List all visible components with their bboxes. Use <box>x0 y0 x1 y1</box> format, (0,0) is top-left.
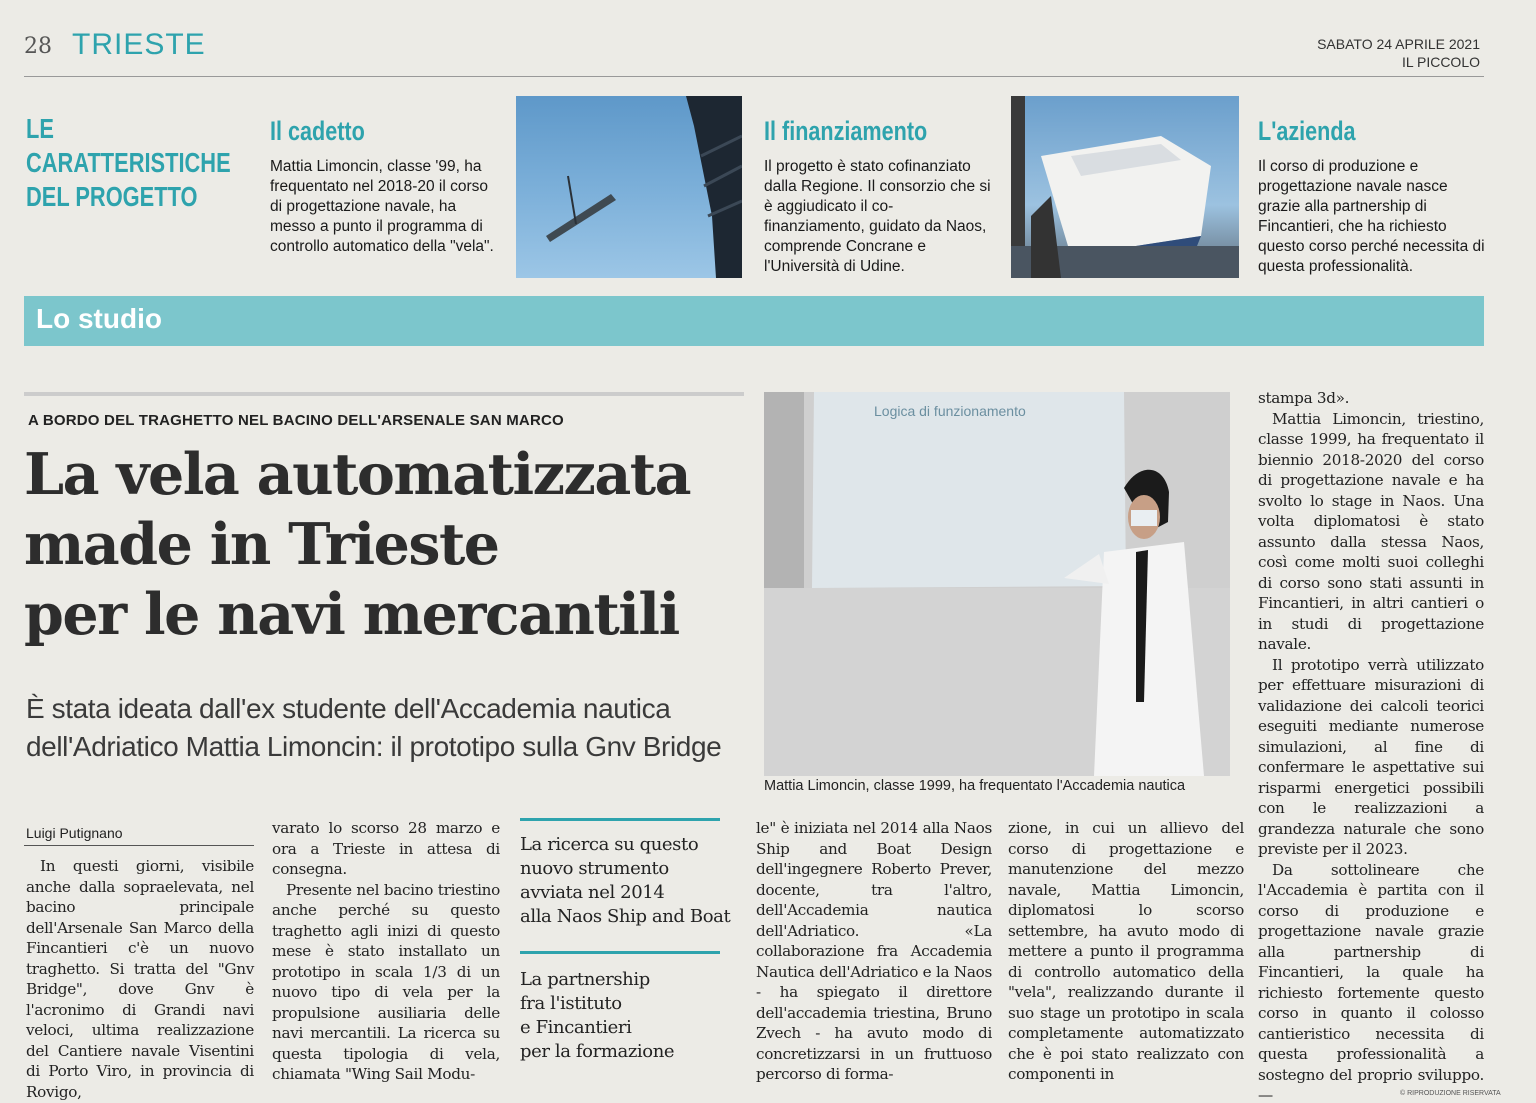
article-column-1 <box>26 856 254 1102</box>
byline-rule <box>24 845 254 846</box>
pull-quote-rule <box>520 818 720 821</box>
paragraph: In questi giorni, visibile anche dalla sopraelevata, nel bacino principale dell'Arsenale San Marco della Fincantieri c'è un nuovo traghetto. Si tratta del "Gnv Bridge", dove Gnv è l'acronimo di Grandi navi veloci, ultima realizzazione del Cantiere navale Visentini di Porto Viro, in provincia di Rovigo, <box>26 857 254 1101</box>
paragraph: stampa 3d». <box>1258 389 1350 407</box>
paragraph: le" è iniziata nel 2014 alla Naos Ship and Boat Design dell'ingegnere Roberto Prever, docente, tra l'altro, dell'Accademia nautica dell'Adriatico. «La collaborazione fra Accademia Nautica dell'Adriatico e la Naos - ha spiegato il direttore dell'accademia triestina, Bruno Zvech - ha avuto modo di concretizzarsi in un fruttuoso percorso di forma- <box>756 819 992 1083</box>
pull-quote-line: La partnership <box>520 969 650 990</box>
feature-title: Il finanziamento <box>764 116 928 146</box>
paragraph: Il prototipo verrà utilizzato per effettuare misurazioni di validazione dei calcoli teorici eseguiti mediante numerose simulazioni, al fine di confermare le aspettative sui risparmi energetici possibili con le realizzazioni a grandezza naturale che sono previste per il 2023. <box>1258 655 1484 858</box>
main-photo <box>764 392 1230 776</box>
paragraph: zione, in cui un allievo del corso di progettazione e manutenzione del mezzo navale, Mattia Limoncin, diplomatosi lo scorso settembre, ha avuto modo di mettere a punto il programma di controllo automatico della "vela", realizzando durante il suo stage un prototipo in scala completamente automatizzato che è poi stato realizzato con componenti in <box>1008 819 1244 1083</box>
feature-title: Il cadetto <box>270 116 365 146</box>
paragraph: Da sottolineare che l'Accademia è partita con il corso di produzione e progettazione navale grazie alla partnership di Fincantieri, la quale ha richiesto fortemente questo corso in quanto il colosso cantieristico necessita di questa professionalità a sostegno del proprio sviluppo.— <box>1258 860 1484 1103</box>
article-column-5 <box>1008 818 1244 1085</box>
ship-photo <box>1011 96 1239 278</box>
pull-quote-line: e Fincantieri <box>520 1017 632 1038</box>
header-rule <box>24 76 1484 77</box>
pull-quotes <box>520 818 735 1064</box>
pull-quote <box>520 833 735 929</box>
copyright-notice: © RIPRODUZIONE RISERVATA <box>1400 1090 1501 1097</box>
feature-box-finanziamento <box>764 116 994 277</box>
article-column-6 <box>1258 388 1484 1103</box>
headline-line: La vela automatizzata <box>24 441 691 508</box>
paragraph: Presente nel bacino triestino anche perché su questo traghetto agli inizi di questo mese è stato installato un prototipo in scala 1/3 di un nuovo tipo di vela per la propulsione ausiliaria delle navi mercantili. La ricerca su questa tipologia di vela, chiamata "Wing Sail Modu- <box>272 880 500 1083</box>
feature-text: Il corso di produzione e progettazione navale nasce grazie alla partnership di Fincantieri, che ha richiesto questo corso perché necessita di questa professionalità. <box>1258 158 1485 275</box>
paragraph: Mattia Limoncin, triestino, classe 1999, ha frequentato il biennio 2018-2020 del corso di progettazione navale e ha svolto lo stage in Naos. Una volta diplomatosi è stato assunto dalla stessa Naos, così come molti suoi colleghi di corso sono stati assunti in Fincantieri, in altri cantieri o in studi di progettazione navale. <box>1258 409 1484 653</box>
subheadline <box>26 690 756 766</box>
pull-quote-line: per la formazione <box>520 1041 675 1062</box>
ship-illustration <box>1011 96 1239 278</box>
pull-quote-line: avviata nel 2014 <box>520 882 665 903</box>
kicker-rule <box>24 392 744 396</box>
issue-date: SABATO 24 APRILE 2021 <box>1317 36 1480 52</box>
sail-photo <box>516 96 742 278</box>
section-band-label: Lo studio <box>36 303 162 334</box>
subheadline-line: È stata ideata dall'ex studente dell'Accademia nautica <box>26 693 671 724</box>
presentation-illustration <box>764 392 1230 776</box>
feature-box-cadetto <box>270 116 502 257</box>
feature-text: Mattia Limoncin, classe '99, ha frequentato nel 2018-20 il corso di progettazione navale, ha messo a punto il programma di controllo automatico della "vela". <box>270 158 494 255</box>
feature-box-azienda <box>1258 116 1486 277</box>
article-column-4 <box>756 818 992 1085</box>
byline: Luigi Putignano <box>26 825 123 841</box>
features-heading <box>26 112 260 214</box>
newspaper-name: IL PICCOLO <box>1401 54 1480 70</box>
sail-illustration <box>516 96 742 278</box>
feature-title: L'azienda <box>1258 116 1356 146</box>
section-title: TRIESTE <box>72 28 206 61</box>
headline-line: per le navi mercantili <box>24 581 679 648</box>
screen-text: Logica di funzionamento <box>874 403 1026 419</box>
pull-quote-line: fra l'istituto <box>520 993 622 1014</box>
paragraph: varato lo scorso 28 marzo e ora a Trieste in attesa di consegna. <box>272 819 500 878</box>
kicker: A BORDO DEL TRAGHETTO NEL BACINO DELL'ARSENALE SAN MARCO <box>28 412 564 429</box>
pull-quote-line: nuovo strumento <box>520 858 669 879</box>
article-column-2 <box>272 818 500 1085</box>
pull-quote <box>520 968 735 1064</box>
features-heading-line2: DEL PROGETTO <box>26 181 198 212</box>
page-number: 28 <box>24 34 52 59</box>
pull-quote-rule <box>520 951 720 954</box>
pull-quote-line: alla Naos Ship and Boat <box>520 906 731 927</box>
subheadline-line: dell'Adriatico Mattia Limoncin: il prototipo sulla Gnv Bridge <box>26 731 722 762</box>
section-band <box>24 296 1484 346</box>
headline <box>24 440 754 650</box>
features-heading-line1: LE CARATTERISTICHE <box>26 113 231 178</box>
pull-quote-line: La ricerca su questo <box>520 834 699 855</box>
feature-text: Il progetto è stato cofinanziato dalla Regione. Il consorzio che si è aggiudicato il co-finanziamento, guidato da Naos, comprende Concrane e l'Università di Udine. <box>764 158 991 275</box>
photo-caption: Mattia Limoncin, classe 1999, ha frequentato l'Accademia nautica <box>764 778 1186 794</box>
headline-line: made in Trieste <box>24 511 499 578</box>
